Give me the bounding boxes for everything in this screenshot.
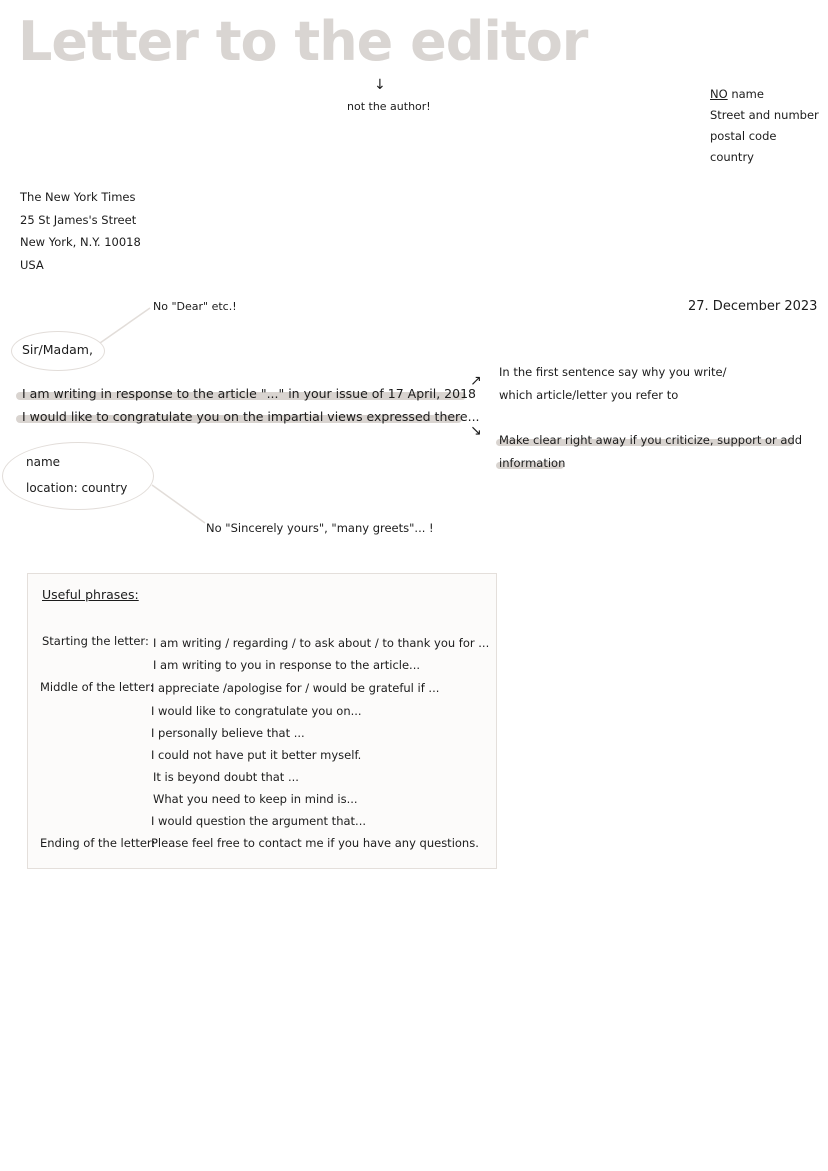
note-not-author: not the author! [347,100,431,113]
sender-street: Street and number [710,108,819,122]
useful-phrases-box [27,573,497,869]
phrase-line: I could not have put it better myself. [151,748,362,762]
recipient-line: The New York Times [20,190,136,204]
recipient-line: New York, N.Y. 10018 [20,235,141,249]
label-ending: Ending of the letter: [40,836,156,850]
arrow-down-right-icon: ↘ [470,423,482,439]
sincerely-connector-line [152,485,205,523]
phrase-line: Please feel free to contact me if you have any questions. [151,836,479,850]
recipient-line: USA [20,257,44,272]
page-title: Letter to the editor [18,10,588,73]
phrase-line: What you need to keep in mind is... [153,792,358,806]
sender-postal: postal code [710,129,777,143]
sender-no-label: NO [710,87,728,101]
label-starting: Starting the letter: [42,634,149,648]
phrase-line: I would question the argument that... [151,814,367,828]
note-make-clear-1: Make clear right away if you criticize, support or add [499,433,803,447]
letter-date: 27. December 2023 [688,299,818,314]
salutation: Sir/Madam, [22,342,93,357]
body-line-1: I am writing in response to the article "..." in your issue of 17 April, 2018 [22,386,476,401]
recipient-line: 25 St James's Street [20,212,137,227]
phrase-line: I appreciate /apologise for / would be grateful if ... [151,681,440,695]
note-no-sincerely: No "Sincerely yours", "many greets"... ! [206,521,434,535]
note-no-dear: No "Dear" etc.! [153,300,237,313]
arrow-down-icon: ↓ [374,77,386,93]
closing [26,449,127,501]
body-line-2: I would like to congratulate you on the impartial views expressed there... [22,409,480,424]
useful-phrases-heading: Useful phrases: [42,587,139,602]
arrow-up-right-icon: ↗ [470,373,482,389]
closing-location: location: country [26,481,128,495]
phrase-line: I would like to congratulate you on... [151,704,362,718]
phrase-line: I am writing to you in response to the article... [153,658,421,672]
phrase-line: I am writing / regarding / to ask about / to thank you for ... [153,636,490,650]
note-first-sentence-2: which article/letter you refer to [499,388,679,402]
sender-country: country [710,150,754,164]
sender-name: name [731,87,764,101]
note-first-sentence-1: In the first sentence say why you write/ [499,365,727,379]
closing-name: name [26,455,61,469]
dear-connector-line [100,308,150,343]
phrase-line: It is beyond doubt that ... [153,770,299,784]
note-make-clear-2: information [499,456,566,470]
label-middle: Middle of the letter: [40,680,154,694]
phrase-line: I personally believe that ... [151,726,305,740]
